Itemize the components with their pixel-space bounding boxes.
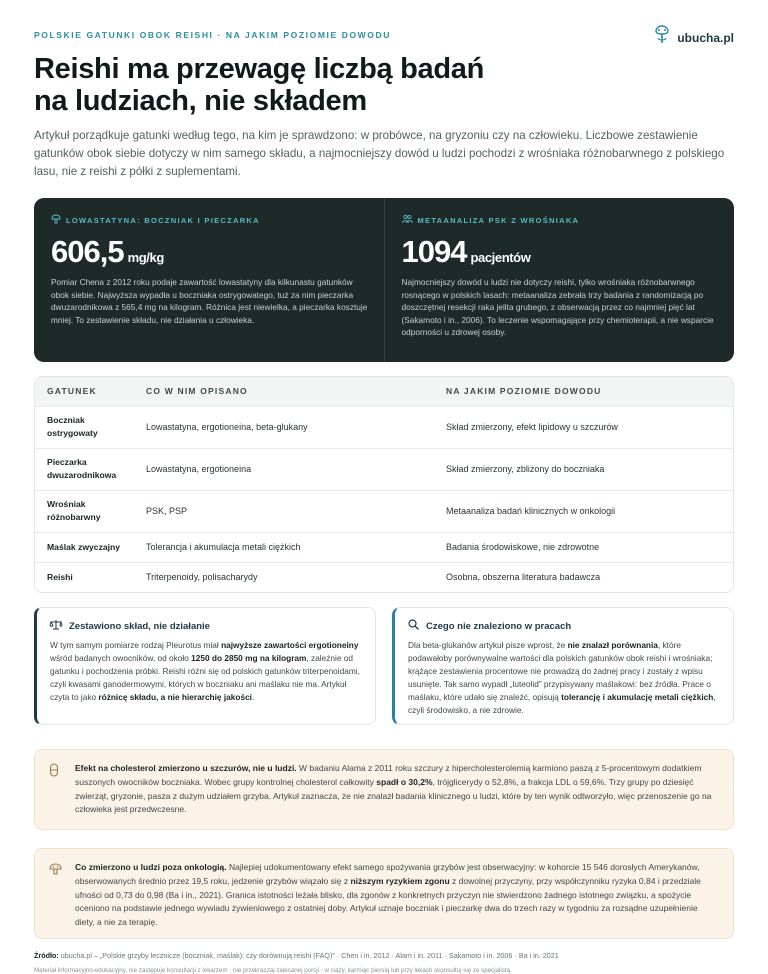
column-header-evidence: NA JAKIM POZIOMIE DOWODU [434, 377, 733, 406]
stat-unit: pacjentów [470, 250, 531, 265]
people-icon [402, 214, 413, 226]
note-body: Co zmierzono u ludzi poza onkologią. Najlepiej udokumentowany efekt samego spożywania grzybów jest obserwacyjny: w kohorcie 15 546 dorosłych Amerykanów, obserwowanych średnio przez 19,5 roku, jedzenie grzybów wiązało się z niższym ryzykiem zgonu z dowolnej przyczyny, przy współczynniku ryzyka 0,84 i przedziale ufności od 0,73 do 0,98 (Ba i in., 2021). Granica istotności leżała blisko, dla zgonów z konkretnych przyczyn nie stwierdzono żadnego istotnego związku, a spożycie oceniono na podstawie jednego wywiadu żywieniowego z ostatniej doby. Artykuł uznaje boczniak i pieczarkę dwa do trzech razy w tygodniu za rozsądne uzupełnienie diety, a nie za terapię. [75, 862, 701, 928]
stat-number: 606,5 [51, 234, 124, 269]
table-row [35, 562, 733, 592]
stat-lovastatin [34, 198, 384, 362]
footer [34, 951, 734, 974]
species-description: Lowastatyna, ergotioneina [134, 448, 434, 490]
page-title [34, 53, 734, 117]
stat-label-text: METAANALIZA PSK Z WROŚNIAKA [417, 215, 580, 225]
callout-body: Dla beta-glukanów artykuł pisze wprost, że nie znalazł porównania, które podawałoby porównywalne wartości dla polskich gatunków obok reishi i wrośniaka; krążące zestawienia procentowe nie prowadzą do żadnej pracy i zostały z wpisu usunięte. Tak samo wypadł „luteolid” przypisywany maślakowi: bez źródła. Prace o maślaku, które udało się znaleźć, opisują tolerancję i akumulację metali ciężkich, czyli środowisko, a nie zdrowie. [408, 640, 716, 715]
source-label: Źródło: [34, 951, 59, 960]
note-body: Efekt na cholesterol zmierzono u szczurów, nie u ludzi. W badaniu Alama z 2011 roku szczury z hipercholesterolemią karmiono paszą z 5-procentowym dodatkiem suszonych owocników boczniaka. Wobec grupy kontrolnej cholesterol całkowity spadł o 30,2%, trójglicerydy o 52,8%, a frakcja LDL o 59,6%. Trzy grupy po dziesięć zwierząt, gryzonie, pasza z dużym udziałem grzyba. Artykuł zaznacza, że nie znalazł badania klinicznego u ludzi, które by ten wynik odtworzyło, więc przenoszenie go na człowieka jest przedwczesne. [75, 763, 712, 815]
title-line-1: Reishi ma przewagę liczbą badań [34, 53, 485, 85]
brand-name: ubucha.pl [677, 30, 734, 45]
title-line-2: na ludziach, nie składem [34, 85, 367, 117]
species-name: Wrośniak różnobarwny [35, 490, 134, 532]
table-header-row [35, 377, 733, 406]
mushroom-icon [51, 214, 61, 226]
species-name: Reishi [35, 562, 134, 592]
column-header-description: CO W NIM OPISANO [134, 377, 434, 406]
stat-label-text: LOWASTATYNA: BOCZNIAK I PIECZARKA [66, 215, 260, 225]
callouts [34, 607, 734, 725]
stat-label [51, 214, 368, 226]
stat-description: Najmocniejszy dowód u ludzi nie dotyczy reishi, tylko wrośniaka różnobarwnego rosnącego w polskich lasach: metaanaliza zebrała trzy badania z randomizacją po doszczętnej resekcji raka jelita grubego, z obserwacją przez co najmniej pięć lat (Sakamoto i in., 2006). To leczenie wspomagające przy chemioterapii, a nie wsparcie odporności u zdrowej osoby. [401, 277, 714, 338]
evidence-level: Skład zmierzony, efekt lipidowy u szczurów [434, 406, 733, 448]
note-cholesterol [34, 749, 734, 830]
column-header-species: GATUNEK [35, 377, 134, 406]
stats-panel [34, 198, 734, 362]
mushroom-icon [49, 861, 65, 928]
table-row [35, 406, 733, 448]
search-icon [408, 619, 419, 633]
evidence-level: Metaanaliza badań klinicznych w onkologii [434, 490, 733, 532]
disclaimer: Materiał informacyjno-edukacyjny, nie zastępuje konsultacji z lekarzem · nie przekraczaj zalecanej porcji · w ciąży, karmiąc piersią lub przy lekach skonsultuj się ze specjalistą. [34, 967, 512, 974]
stat-value [402, 234, 719, 270]
species-table [34, 376, 734, 593]
capsule-icon [49, 762, 65, 819]
species-description: Tolerancja i akumulacja metali ciężkich [134, 532, 434, 562]
species-name: Boczniak ostrygowaty [35, 406, 134, 448]
stat-unit: mg/kg [127, 250, 164, 265]
stat-description: Pomiar Chena z 2012 roku podaje zawartość lowastatyny dla kilkunastu gatunków obok siebie. Najwyższa wypadła u boczniaka ostrygowatego, tuż za nim pieczarka dwuzarodnikowa z 565,4 mg na kilogram. Różnica jest niewielka, a pieczarka kosztuje mniej. To zestawienie składu, nie działania u człowieka. [51, 277, 368, 325]
scale-icon [50, 619, 62, 633]
species-description: Triterpenoidy, polisacharydy [134, 562, 434, 592]
ubucha-logo-icon [653, 24, 671, 51]
evidence-level: Skład zmierzony, zbliżony do boczniaka [434, 448, 733, 490]
stat-number: 1094 [401, 234, 467, 269]
species-name: Maślak zwyczajny [35, 532, 134, 562]
species-description: PSK, PSP [134, 490, 434, 532]
callout-composition [34, 607, 376, 725]
callout-body: W tym samym pomiarze rodzaj Pleurotus miał najwyższe zawartości ergotioneiny wśród badanych owocników, od około 1250 do 2850 mg na kilogram, zależnie od gatunku i pochodzenia próbki. Reishi różni się od polskich gatunków triterpenoidami, czyli kwasami ganodermowymi, których w boczniaku ani maślaku nie ma. Artykuł czyta to jako różnicę składu, a nie hierarchię jakości. [50, 640, 360, 702]
source-line [34, 951, 734, 960]
callout-title [50, 619, 363, 633]
table-row [35, 490, 733, 532]
callout-title-text: Czego nie znaleziono w pracach [426, 620, 572, 632]
table-row [35, 532, 733, 562]
stat-psk-metaanalysis [384, 198, 735, 362]
species-name: Pieczarka dwuzarodnikowa [35, 448, 134, 490]
species-description: Lowastatyna, ergotioneina, beta-glukany [134, 406, 434, 448]
table-row [35, 448, 733, 490]
kicker: POLSKIE GATUNKI OBOK REISHI · NA JAKIM POZIOMIE DOWODU [34, 30, 391, 40]
brand[interactable] [653, 24, 734, 51]
evidence-level: Badania środowiskowe, nie zdrowotne [434, 532, 733, 562]
callout-not-found [392, 607, 734, 725]
lead-paragraph: Artykuł porządkuje gatunki według tego, na kim je sprawdzono: w probówce, na gryzoniu czy na człowieku. Liczbowe zestawienie gatunków obok siebie dotyczy w nim samego składu, a najmocniejszy dowód u ludzi pochodzi z wrośniaka różnobarwnego z polskiego lasu, nie z reishi z półki z suplementami. [34, 129, 725, 178]
note-human-evidence [34, 848, 734, 939]
callout-title [408, 619, 721, 633]
evidence-level: Osobna, obszerna literatura badawcza [434, 562, 733, 592]
source-text: ubucha.pl – „Polskie grzyby lecznicze (boczniak, maślak): czy dorównują reishi (FAQ)” · Chen i in. 2012 · Alam i in. 2011 · Sakamoto i in. 2006 · Ba i in. 2021 [58, 951, 559, 960]
stat-value [51, 234, 368, 270]
stat-label [402, 214, 719, 226]
callout-title-text: Zestawiono skład, nie działanie [69, 620, 210, 632]
